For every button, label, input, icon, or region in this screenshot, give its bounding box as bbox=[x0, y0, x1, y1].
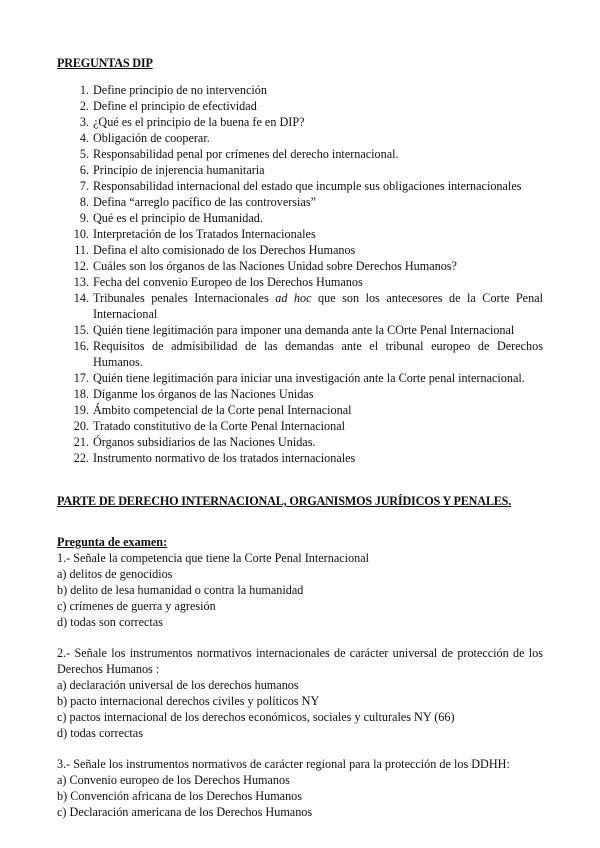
exam-question: 2.- Señale los instrumentos normativos internacionales de carácter universal de protección de los Derechos Humanos : bbox=[57, 646, 543, 676]
item-text: Instrumento normativo de los tratados internacionales bbox=[93, 451, 356, 465]
list-item bbox=[57, 450, 543, 466]
section-title-derecho-internacional: PARTE DE DERECHO INTERNACIONAL, ORGANISMOS JURÍDICOS Y PENALES. bbox=[57, 494, 512, 508]
item-number: 15. bbox=[73, 323, 89, 337]
list-item bbox=[57, 98, 543, 114]
answer-option: c) crímenes de guerra y agresión bbox=[57, 599, 216, 613]
item-text: Responsabilidad penal por crímenes del derecho internacional. bbox=[93, 147, 399, 161]
item-number: 22. bbox=[73, 451, 89, 465]
list-item bbox=[57, 130, 543, 146]
item-text-pre: Tribunales penales Internacionales bbox=[93, 291, 276, 305]
list-item bbox=[57, 258, 543, 274]
exam-question-block bbox=[57, 756, 543, 820]
answer-option: d) todas son correctas bbox=[57, 615, 163, 629]
document-page bbox=[57, 55, 543, 835]
list-item bbox=[57, 194, 543, 210]
item-number: 17. bbox=[73, 371, 89, 385]
item-text: Requisitos de admisibilidad de las demandas ante el tribunal europeo de Derechos Humanos. bbox=[93, 339, 543, 369]
item-text: Quién tiene legitimación para iniciar una investigación ante la Corte penal internacional. bbox=[93, 371, 525, 385]
list-item bbox=[57, 290, 543, 322]
section-title-preguntas-dip: PREGUNTAS DIP bbox=[57, 56, 153, 70]
item-text: Defina el alto comisionado de los Derechos Humanos bbox=[93, 243, 356, 257]
exam-question-block bbox=[57, 550, 543, 630]
answer-option: a) declaración universal de los derechos humanos bbox=[57, 678, 299, 692]
list-item bbox=[57, 114, 543, 130]
item-text: ¿Qué es el principio de la buena fe en DIP? bbox=[93, 115, 305, 129]
answer-option: b) delito de lesa humanidad o contra la humanidad bbox=[57, 583, 304, 597]
item-number: 16. bbox=[73, 339, 89, 353]
item-number: 1. bbox=[79, 83, 89, 97]
item-number: 3. bbox=[79, 115, 89, 129]
answer-option: b) pacto internacional derechos civiles y políticos NY bbox=[57, 694, 320, 708]
list-item bbox=[57, 338, 543, 370]
item-number: 20. bbox=[73, 419, 89, 433]
list-item bbox=[57, 370, 543, 386]
list-item bbox=[57, 210, 543, 226]
item-number: 4. bbox=[79, 131, 89, 145]
answer-option: b) Convención africana de los Derechos Humanos bbox=[57, 789, 303, 803]
item-number: 9. bbox=[79, 211, 89, 225]
item-number: 8. bbox=[79, 195, 89, 209]
list-item bbox=[57, 402, 543, 418]
item-text: Interpretación de los Tratados Internacionales bbox=[93, 227, 316, 241]
item-number: 6. bbox=[79, 163, 89, 177]
item-text: Principio de injerencia humanitaria bbox=[93, 163, 265, 177]
list-item bbox=[57, 274, 543, 290]
item-number: 12. bbox=[73, 259, 89, 273]
answer-option: a) delitos de genocidios bbox=[57, 567, 173, 581]
item-text: Obligación de cooperar. bbox=[93, 131, 210, 145]
list-item bbox=[57, 386, 543, 402]
item-text: Ámbito competencial de la Corte penal Internacional bbox=[93, 403, 352, 417]
item-text: Cuáles son los órganos de las Naciones Unidad sobre Derechos Humanos? bbox=[93, 259, 457, 273]
exam-question-block bbox=[57, 645, 543, 741]
item-text-post: que son los antecesores de la Corte Penal Internacional bbox=[93, 291, 543, 321]
item-number: 2. bbox=[79, 99, 89, 113]
answer-option: c) pactos internacional de los derechos económicos, sociales y culturales NY (66) bbox=[57, 710, 455, 724]
item-number: 13. bbox=[73, 275, 89, 289]
item-text-italic: ad hoc bbox=[275, 291, 312, 305]
item-text: Quién tiene legitimación para imponer una demanda ante la COrte Penal Internacional bbox=[93, 323, 515, 337]
list-item bbox=[57, 82, 543, 98]
item-number: 5. bbox=[79, 147, 89, 161]
list-item bbox=[57, 418, 543, 434]
item-text: Fecha del convenio Europeo de los Derechos Humanos bbox=[93, 275, 363, 289]
questions-list bbox=[57, 82, 543, 466]
exam-question: 1.- Señale la competencia que tiene la Corte Penal Internacional bbox=[57, 551, 370, 565]
exam-heading: Pregunta de examen: bbox=[57, 535, 168, 549]
item-number: 11. bbox=[74, 243, 89, 257]
list-item bbox=[57, 322, 543, 338]
item-text: Responsabilidad internacional del estado que incumple sus obligaciones internacionales bbox=[93, 179, 522, 193]
list-item bbox=[57, 434, 543, 450]
answer-option: d) todas correctas bbox=[57, 726, 143, 740]
list-item bbox=[57, 226, 543, 242]
answer-option: c) Declaración americana de los Derechos Humanos bbox=[57, 805, 313, 819]
item-text: Define el principio de efectividad bbox=[93, 99, 257, 113]
item-text: Tratado constitutivo de la Corte Penal Internacional bbox=[93, 419, 346, 433]
list-item bbox=[57, 178, 543, 194]
list-item bbox=[57, 162, 543, 178]
item-number: 14. bbox=[73, 291, 89, 305]
item-text: Define principio de no intervención bbox=[93, 83, 267, 97]
item-number: 19. bbox=[73, 403, 89, 417]
item-text: Qué es el principio de Humanidad. bbox=[93, 211, 263, 225]
exam-question: 3.- Señale los instrumentos normativos de carácter regional para la protección de los DDHH: bbox=[57, 757, 510, 771]
item-number: 21. bbox=[73, 435, 89, 449]
item-text bbox=[93, 290, 543, 322]
item-number: 10. bbox=[73, 227, 89, 241]
item-number: 18. bbox=[73, 387, 89, 401]
item-number: 7. bbox=[79, 179, 89, 193]
answer-option: a) Convenio europeo de los Derechos Humanos bbox=[57, 773, 290, 787]
list-item bbox=[57, 146, 543, 162]
item-text: Órganos subsidiarios de las Naciones Unidas. bbox=[93, 435, 316, 449]
list-item bbox=[57, 242, 543, 258]
item-text: Díganme los órganos de las Naciones Unidas bbox=[93, 387, 314, 401]
item-text: Defina “arreglo pacífico de las controversias” bbox=[93, 195, 316, 209]
